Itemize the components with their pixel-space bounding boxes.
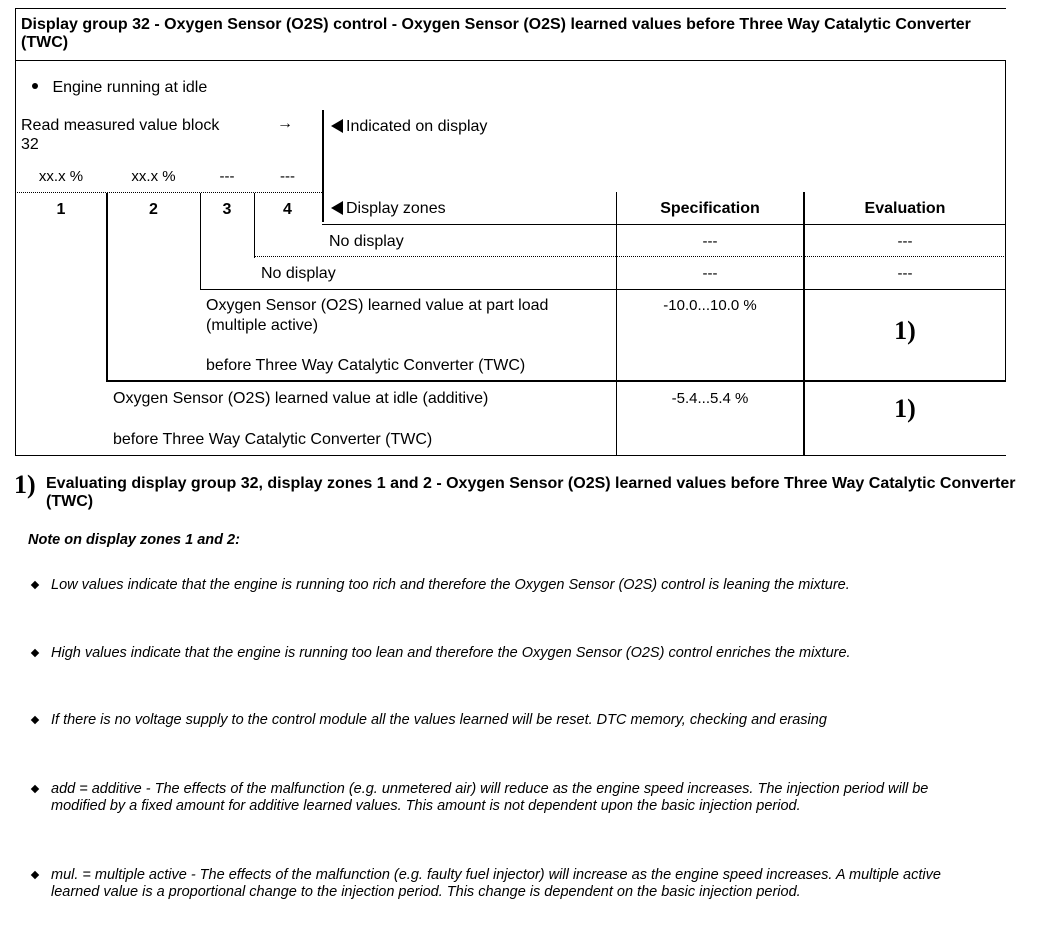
condition-bullet: [32, 79, 207, 97]
display-value-3: ---: [219, 168, 235, 185]
row-spec: ---: [702, 233, 718, 250]
note-item: mul. = multiple active - The effects of the malfunction (e.g. faulty fuel injector) will increase as the engine speed increases. A multiple active learned value is a proportional change to the injection period. This change is dependent on the basic injection period.: [51, 867, 941, 900]
page-title: Display group 32 - Oxygen Sensor (O2S) control - Oxygen Sensor (O2S) learned values before Three Way Catalytic Converter (TWC): [21, 16, 971, 51]
read-block-label: Read measured value block: [21, 117, 220, 134]
values-separator: [15, 192, 322, 193]
row-spec: ---: [702, 265, 718, 282]
spec-left-border: [616, 192, 617, 456]
right-arrow-icon: →: [277, 115, 293, 132]
table-right-border-top: [1005, 60, 1006, 256]
note-item: Low values indicate that the engine is running too rich and therefore the Oxygen Sensor (O2S) control is leaning the mixture.: [51, 577, 850, 593]
zone-number-4: 4: [283, 201, 292, 218]
read-block-number: 32: [21, 136, 39, 153]
row-description-line3: before Three Way Catalytic Converter (TWC): [206, 357, 526, 374]
note-bullet-icon: [32, 782, 38, 800]
bullet-icon: [32, 83, 38, 89]
table-right-border-mid: [1005, 256, 1006, 382]
row4-bottom-line: [254, 256, 1006, 257]
spec-header: Specification: [660, 200, 760, 217]
table-left-border: [15, 8, 16, 456]
row-description-line1: Oxygen Sensor (O2S) learned value at part load: [206, 297, 549, 314]
row-description: No display: [329, 233, 404, 250]
title-bottom-border: [15, 60, 1006, 61]
display-zones-text: Display zones: [346, 200, 446, 217]
note-item: If there is no voltage supply to the control module all the values learned will be reset. DTC memory, checking and erasing: [51, 712, 827, 728]
zone-number-3: 3: [222, 201, 232, 218]
display-zones-label: [331, 200, 446, 218]
table-bottom-border: [15, 455, 1006, 456]
zone-number-2: 2: [149, 201, 158, 218]
row-spec: -10.0...10.0 %: [663, 297, 757, 314]
row-description: No display: [261, 265, 336, 282]
row2-bottom-line: [106, 380, 1006, 382]
row-description-line2: (multiple active): [206, 317, 319, 334]
row-eval-footnote-ref[interactable]: 1): [894, 394, 916, 423]
row-eval-footnote-ref[interactable]: 1): [894, 316, 916, 345]
display-value-1: xx.x %: [38, 168, 84, 185]
note-bullet-icon: [32, 713, 38, 731]
pointer-left-icon: [331, 201, 343, 215]
note-bullet-icon: [32, 868, 38, 886]
condition-text: Engine running at idle: [52, 79, 208, 96]
row-description-line2: before Three Way Catalytic Converter (TWC): [113, 431, 433, 448]
zone1-divider: [106, 193, 108, 382]
zone3-divider: [254, 193, 255, 258]
row-eval: ---: [897, 233, 913, 250]
display-value-4: ---: [280, 168, 295, 185]
display-value-2: xx.x %: [131, 168, 176, 185]
header-bottom-line: [322, 224, 1006, 225]
note-heading: Note on display zones 1 and 2:: [28, 532, 240, 548]
row-description-line1: Oxygen Sensor (O2S) learned value at idle (additive): [113, 390, 489, 407]
zone2-divider: [200, 193, 201, 290]
indicated-text: Indicated on display: [346, 118, 488, 135]
row3-bottom-line: [200, 289, 1006, 290]
indicated-divider: [322, 110, 324, 222]
eval-header: Evaluation: [864, 200, 946, 217]
note-item: add = additive - The effects of the malfunction (e.g. unmetered air) will reduce as the engine speed increases. The injection period will be modified by a fixed amount for additive learned values. This amount is not dependent upon the basic injection period.: [51, 781, 929, 814]
pointer-left-icon: [331, 119, 343, 133]
row-spec: -5.4...5.4 %: [671, 390, 749, 407]
title-top-border: [15, 8, 1006, 9]
note-item: High values indicate that the engine is running too lean and therefore the Oxygen Sensor (O2S) control enriches the mixture.: [51, 645, 851, 661]
footnote-title: Evaluating display group 32, display zones 1 and 2 - Oxygen Sensor (O2S) learned values before Three Way Catalytic Converter (TWC): [46, 475, 1016, 510]
note-bullet-icon: [32, 578, 38, 596]
indicated-label: [331, 118, 487, 136]
row-eval: ---: [897, 265, 913, 282]
zone-number-1: 1: [56, 201, 66, 218]
footnote-marker: 1): [14, 470, 36, 499]
note-bullet-icon: [32, 646, 38, 664]
